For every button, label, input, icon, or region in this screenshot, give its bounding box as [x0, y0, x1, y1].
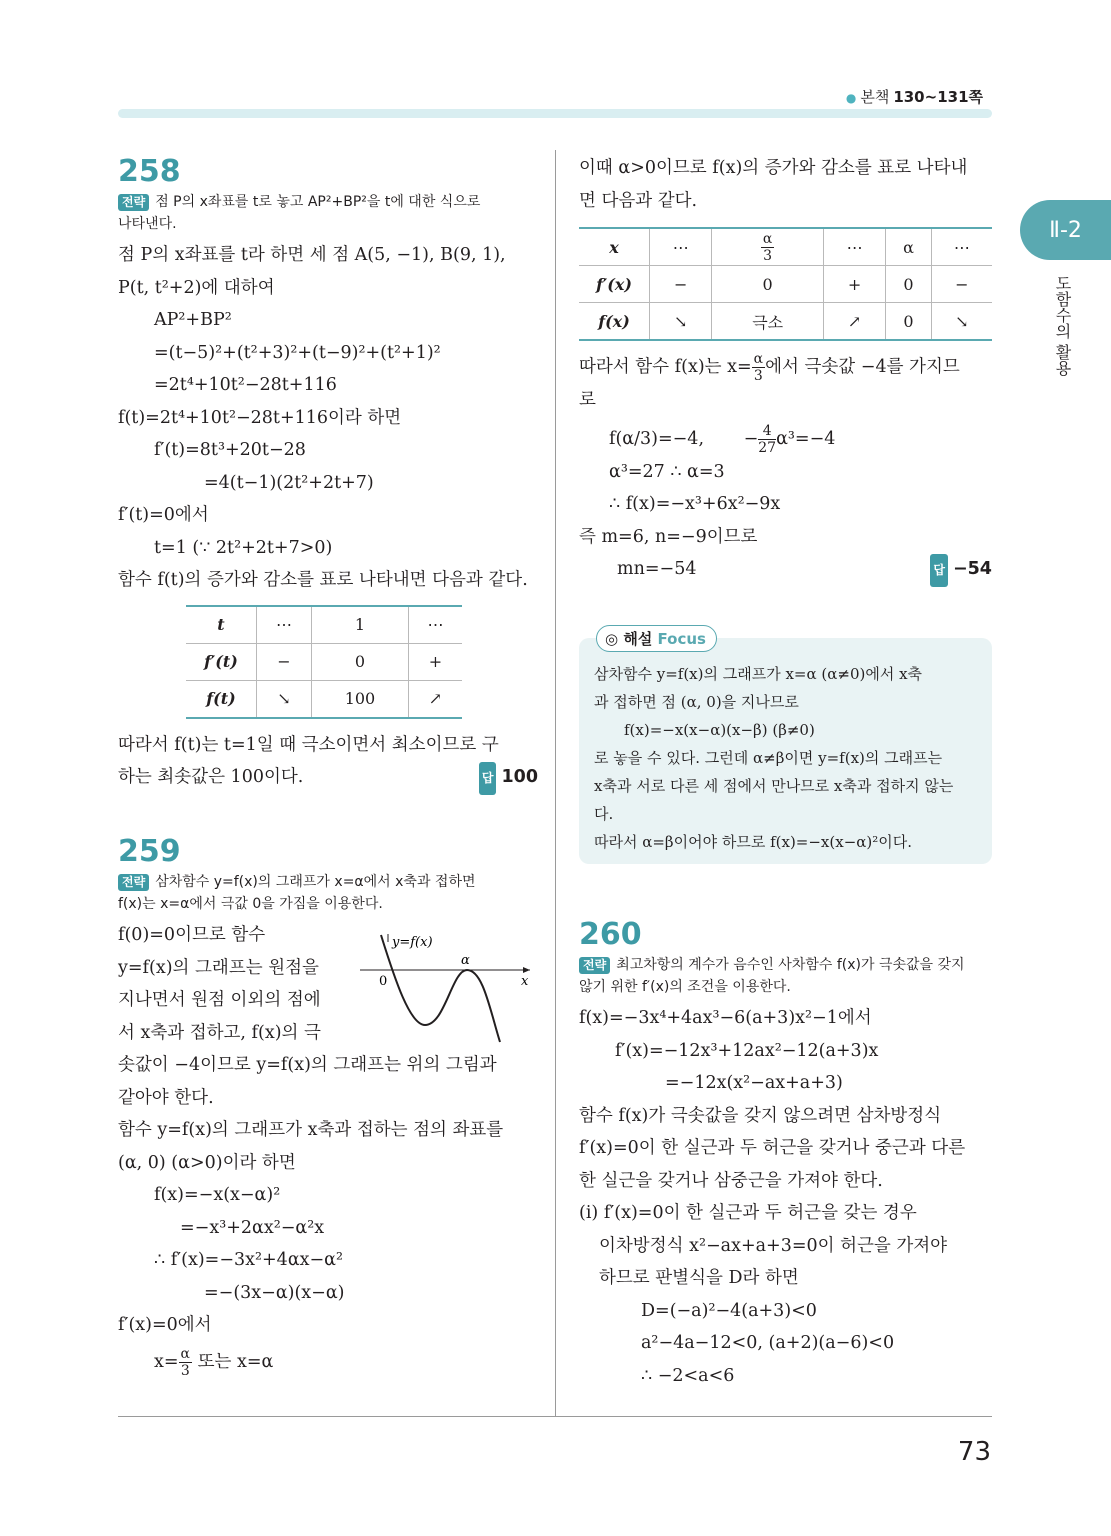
chapter-title: 도함수의 활용 — [1053, 275, 1072, 377]
problem-258: 258 전략 점 P의 x좌표를 t로 놓고 AP²+BP²을 t에 대한 식으로 나타낸다. 점 P의 x좌표를 t라 하면 세 점 A(5, −1), B(9, 1), P(t, t²+2)에 대하여 AP²+BP² =(t−5)²+(t²+3)²+(t−9)²+(t²+1)² =2t⁴+10t²−28t+116 f(t)=2t⁴+10t²−28t+116이라 하면 f′(t)=8t³+20t−28 =4(t−1)(2t²+2t+7) f′(t)=0에서 t=1 (∵ 2t²+2t+7>0) 함수 f(t)의 증가와 감소를 표로 나타내면 다음과 같다. t ⋯ 1 ⋯ f′(t) − 0 + f(t) ↘ 100 ↗ 따라서 f(t)는 t=1일 때 극소이면서 최소이므로 구 하는 최솟값은 100이다. 답 100 — [118, 155, 538, 795]
header-bar — [118, 109, 992, 118]
cubic-graph — [355, 930, 535, 1055]
problem-number: 260 — [579, 917, 642, 952]
page-number: 73 — [957, 1437, 991, 1467]
footer-line — [118, 1416, 992, 1417]
x-label: x — [521, 974, 529, 989]
strategy: 전략 점 P의 x좌표를 t로 놓고 AP²+BP²을 t에 대한 식으로 나타낸다. — [118, 194, 481, 232]
x-axis-arrow-icon — [523, 967, 530, 973]
problem-259: 259 전략 삼차함수 y=f(x)의 그래프가 x=α에서 x축과 접하면 f(x)는 x=α에서 극값 0을 가짐을 이용한다. f(0)=0이므로 함수 y=f(x)의 그래프는 원점을 지나면서 원점 이외의 점에 서 x축과 접하고, f(x)의 극 솟값이 −4이므로 y=f(x)의 그래프는 위의 그림과 같아야 한다. 함수 y=f(x)의 그래프가 x축과 접하는 점의 좌표를 (α, 0) (α>0)이라 하면 f(x)=−x(x−α)² =−x³+2αx²−α²x ∴ f′(x)=−3x²+4αx−α² =−(3x−α)(x−α) f′(x)=0에서 x= $\frac{\alpha}{3}$ 또는 x=α — [118, 835, 538, 1379]
problem-number: 258 — [118, 154, 181, 189]
curve — [381, 935, 500, 1042]
fraction: $\frac{\alpha}{3}$ — [180, 1345, 191, 1379]
column-divider — [555, 150, 556, 1416]
chapter-tab: Ⅱ-2 — [1020, 200, 1111, 260]
strategy: 전략 삼차함수 y=f(x)의 그래프가 x=α에서 x축과 접하면 f(x)는 x=α에서 극값 0을 가짐을 이용한다. — [118, 874, 476, 912]
origin-label: 0 — [379, 974, 388, 989]
book-page-reference: ● 본책 130~131쪽 — [845, 88, 983, 106]
alpha-label: α — [461, 953, 470, 968]
variation-table-259: x ⋯ $\frac{\alpha}{3}$ ⋯ α ⋯ f′(x) − 0 + 0 − f(x) ↘ 극소 ↗ 0 ↘ — [579, 227, 992, 341]
answer: 답 100 — [479, 761, 538, 795]
strategy: 전략 최고차항의 계수가 음수인 사차함수 f(x)가 극솟값을 갖지 않기 위한 f′(x)의 조건을 이용한다. — [579, 957, 965, 995]
target-icon: ◎ — [605, 630, 619, 648]
problem-260: 260 전략 최고차항의 계수가 음수인 사차함수 f(x)가 극솟값을 갖지 않기 위한 f′(x)의 조건을 이용한다. f(x)=−3x⁴+4ax³−6(a+3)x²−1에서 f′(x)=−12x³+12ax²−12(a+3)x =−12x(x²−ax+a+3) 함수 f(x)가 극솟값을 갖지 않으려면 삼차방정식 f′(x)=0이 한 실근과 두 허근을 갖거나 중근과 다른 한 실근을 갖거나 삼중근을 가져야 한다. (i) f′(x)=0이 한 실근과 두 허근을 갖는 경우 이차방정식 x²−ax+a+3=0이 허근을 가져야 하므로 판별식을 D라 하면 D=(−a)²−4(a+3)<0 a²−4a−12<0, (a+2)(a−6)<0 ∴ −2<a<6 — [579, 918, 992, 1392]
focus-title: ◎ 해설 Focus — [596, 625, 717, 652]
curve-label: y=f(x) — [392, 935, 433, 950]
problem-259-continued: 이때 α>0이므로 f(x)의 증가와 감소를 표로 나타내 면 다음과 같다. x ⋯ $\frac{\alpha}{3}$ ⋯ α ⋯ f′(x) − 0 + 0 − f(x) ↘ 극소 ↗ 0 ↘ 따라서 함수 f(x)는 x= $\frac{\alpha}{3}$ 에서 극솟값 −4를 가지므 로 f(α/3)=−4, − $\frac{4}{27}$ α³=−4 α³=27 ∴ α=3 ∴ f(x)=−x³+6x²−9x 즉 m=6, n=−9이므로 mn=−54 답 −54 — [579, 152, 992, 587]
problem-number: 259 — [118, 834, 181, 869]
answer: 답 −54 — [930, 553, 992, 587]
focus-text: 삼차함수 y=f(x)의 그래프가 x=α (α≠0)에서 x축 과 접하면 점 (α, 0)을 지나므로 f(x)=−x(x−α)(x−β) (β≠0) 로 놓을 수 있다. 그런데 α≠β이면 y=f(x)의 그래프는 x축과 서로 다른 세 점에서 만나므로 x축과 접하지 않는 다. 따라서 α=β이어야 하므로 f(x)=−x(x−α)²이다. — [594, 665, 954, 851]
bullet-icon: ● — [845, 91, 857, 105]
variation-table-258: t ⋯ 1 ⋯ f′(t) − 0 + f(t) ↘ 100 ↗ — [186, 605, 462, 719]
